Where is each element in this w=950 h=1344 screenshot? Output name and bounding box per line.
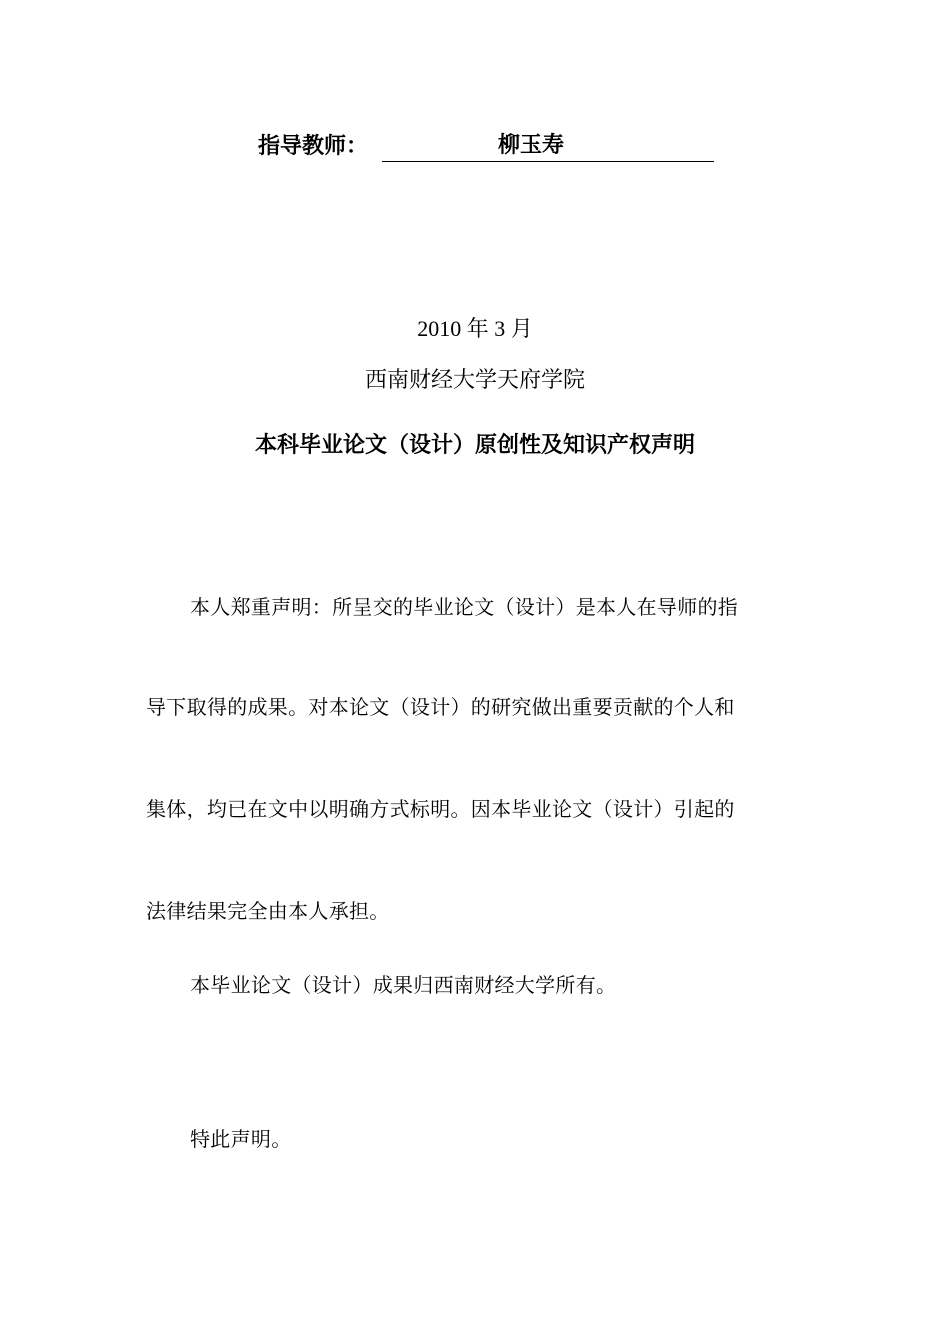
ownership-statement: 本毕业论文（设计）成果归西南财经大学所有。	[190, 973, 617, 997]
closing-statement: 特此声明。	[190, 1127, 292, 1151]
declaration-title: 本科毕业论文（设计）原创性及知识产权声明	[254, 433, 695, 458]
declaration-line-1: 本人郑重声明：所呈交的毕业论文（设计）是本人在导师的指	[190, 595, 739, 619]
advisor-name-field	[382, 131, 714, 162]
declaration-line-4: 法律结果完全由本人承担。	[146, 899, 390, 923]
date-line: 2010 年 3 月	[417, 316, 533, 341]
declaration-line-2: 导下取得的成果。对本论文（设计）的研究做出重要贡献的个人和	[146, 695, 735, 719]
advisor-row	[258, 126, 714, 162]
school-name: 西南财经大学天府学院	[364, 368, 585, 393]
advisor-label: 指导教师：	[258, 134, 369, 159]
declaration-line-3: 集体，均已在文中以明确方式标明。因本毕业论文（设计）引起的	[146, 797, 735, 821]
advisor-name: 柳玉寿	[498, 133, 565, 158]
